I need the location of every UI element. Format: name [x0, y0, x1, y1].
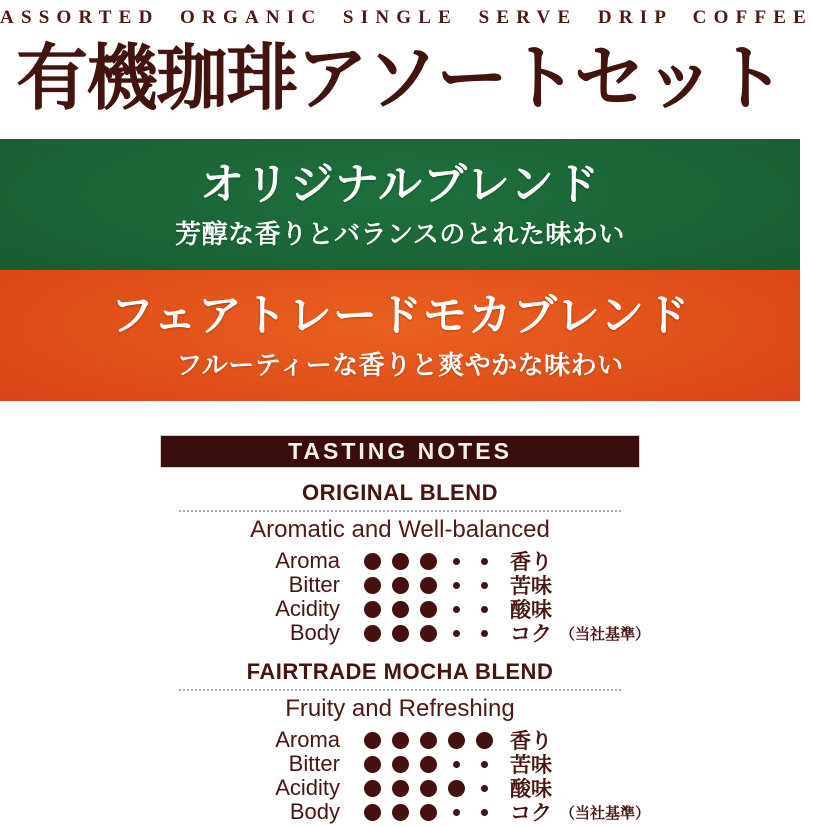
rating-dot-cell — [358, 756, 386, 773]
rating-dot-cell — [386, 780, 414, 797]
rating-dot-filled — [392, 804, 409, 821]
rating-dots — [358, 732, 498, 749]
rating-dot-filled — [392, 577, 409, 594]
rating-dot-filled — [364, 601, 381, 618]
rating-dot-cell — [470, 785, 498, 792]
dotted-divider — [179, 510, 621, 512]
rating-dot-cell — [358, 553, 386, 570]
rating-dot-cell — [442, 558, 470, 565]
rating-standard-note: （当社基準） — [560, 625, 651, 643]
rating-dots — [358, 756, 498, 773]
attribute-label-en: Bitter — [288, 572, 340, 597]
rating-dot-filled — [448, 780, 465, 797]
original-blend-banner-title: オリジナルブレンド — [200, 160, 600, 209]
rating-row — [140, 597, 660, 621]
rating-dot-filled — [392, 756, 409, 773]
attribute-label-jp: 香り — [510, 551, 552, 574]
rating-standard-note: （当社基準） — [560, 804, 651, 822]
rating-dot-cell — [414, 601, 442, 618]
rating-dot-cell — [358, 732, 386, 749]
rating-dot-cell — [358, 601, 386, 618]
rating-dot-cell — [442, 732, 470, 749]
blend-section — [0, 659, 800, 824]
rating-dot-cell — [386, 577, 414, 594]
rating-dot-cell — [442, 582, 470, 589]
rating-dot-empty — [481, 606, 488, 613]
attribute-label-en: Acidity — [275, 596, 340, 621]
attribute-label-en: Body — [289, 799, 340, 824]
rating-dot-cell — [358, 804, 386, 821]
rating-dot-empty — [481, 809, 488, 816]
rating-dot-cell — [470, 558, 498, 565]
rating-dot-empty — [453, 606, 460, 613]
rating-row — [140, 549, 660, 573]
rating-dot-empty — [453, 630, 460, 637]
blend-name: ORIGINAL BLEND — [301, 480, 499, 505]
original-blend-banner — [0, 139, 800, 270]
rating-dot-empty — [453, 809, 460, 816]
attribute-label-jp: コク — [510, 802, 552, 825]
rating-dot-cell — [470, 809, 498, 816]
rating-dot-cell — [414, 804, 442, 821]
rating-dot-filled — [420, 601, 437, 618]
rating-dot-filled — [392, 601, 409, 618]
rating-dot-cell — [414, 756, 442, 773]
rating-dot-empty — [481, 630, 488, 637]
attribute-label-en: Bitter — [288, 751, 340, 776]
blend-section — [0, 480, 800, 645]
rating-dots — [358, 553, 498, 570]
rating-dot-empty — [453, 761, 460, 768]
rating-row — [140, 573, 660, 597]
rating-dot-filled — [364, 756, 381, 773]
attribute-label-en: Acidity — [275, 775, 340, 800]
attribute-label-jp: 苦味 — [510, 575, 552, 598]
fairtrade-mocha-banner-title: フェアトレードモカブレンド — [110, 291, 690, 340]
rating-rows — [140, 728, 660, 824]
fairtrade-mocha-banner — [0, 270, 800, 401]
rating-dot-empty — [481, 582, 488, 589]
blend-description: Fruity and Refreshing — [285, 695, 515, 722]
rating-dot-filled — [392, 553, 409, 570]
rating-dot-cell — [386, 553, 414, 570]
rating-dots — [358, 577, 498, 594]
rating-dot-filled — [364, 577, 381, 594]
rating-dot-filled — [448, 732, 465, 749]
rating-dot-filled — [364, 625, 381, 642]
rating-dot-cell — [386, 601, 414, 618]
attribute-label-en: Aroma — [275, 727, 340, 752]
rating-row — [140, 800, 660, 824]
attribute-label-jp: 酸味 — [510, 599, 552, 622]
rating-dot-cell — [414, 553, 442, 570]
rating-dot-filled — [364, 553, 381, 570]
product-infographic — [0, 7, 813, 825]
rating-dot-cell — [470, 732, 498, 749]
attribute-label-en: Body — [289, 620, 340, 645]
rating-row — [140, 728, 660, 752]
rating-dot-empty — [481, 761, 488, 768]
rating-dot-empty — [453, 582, 460, 589]
rating-dot-empty — [453, 558, 460, 565]
rating-dot-cell — [358, 577, 386, 594]
attribute-label-jp: 香り — [510, 730, 552, 753]
rating-dot-cell — [386, 756, 414, 773]
fairtrade-mocha-banner-subtitle: フルーティーな香りと爽やかな味わい — [176, 351, 624, 380]
rating-dot-filled — [364, 804, 381, 821]
top-tagline: ASSORTED ORGANIC SINGLE SERVE DRIP COFFEE — [0, 7, 813, 28]
rating-dots — [358, 780, 498, 797]
rating-dot-cell — [414, 732, 442, 749]
product-title: 有機珈琲アソートセット — [16, 39, 784, 119]
rating-dot-cell — [442, 780, 470, 797]
rating-dot-cell — [470, 630, 498, 637]
attribute-label-jp: 苦味 — [510, 754, 552, 777]
rating-dot-cell — [386, 625, 414, 642]
rating-dot-empty — [481, 558, 488, 565]
rating-dot-cell — [470, 582, 498, 589]
tasting-sections — [0, 480, 800, 824]
rating-dot-filled — [420, 756, 437, 773]
rating-dot-cell — [470, 761, 498, 768]
rating-dot-cell — [442, 809, 470, 816]
rating-dot-cell — [414, 625, 442, 642]
rating-dot-cell — [414, 780, 442, 797]
rating-row — [140, 621, 660, 645]
rating-dot-filled — [364, 780, 381, 797]
rating-rows — [140, 549, 660, 645]
rating-dots — [358, 601, 498, 618]
rating-dot-cell — [358, 625, 386, 642]
rating-dots — [358, 625, 498, 642]
rating-dot-cell — [442, 606, 470, 613]
rating-dot-empty — [481, 785, 488, 792]
tasting-notes-header: TASTING NOTES — [160, 435, 640, 468]
rating-dot-cell — [414, 577, 442, 594]
rating-dot-filled — [420, 577, 437, 594]
attribute-label-jp: 酸味 — [510, 778, 552, 801]
blend-description: Aromatic and Well-balanced — [250, 516, 550, 543]
rating-dot-cell — [386, 804, 414, 821]
original-blend-banner-subtitle: 芳醇な香りとバランスのとれた味わい — [175, 220, 625, 249]
rating-row — [140, 776, 660, 800]
rating-dot-filled — [392, 732, 409, 749]
rating-dot-filled — [420, 780, 437, 797]
rating-dot-filled — [364, 732, 381, 749]
attribute-label-en: Aroma — [275, 548, 340, 573]
dotted-divider — [179, 689, 621, 691]
rating-dot-filled — [420, 553, 437, 570]
rating-dot-filled — [420, 625, 437, 642]
rating-dot-cell — [358, 780, 386, 797]
rating-dot-filled — [476, 732, 493, 749]
rating-dot-filled — [420, 732, 437, 749]
rating-dot-filled — [420, 804, 437, 821]
rating-dot-cell — [386, 732, 414, 749]
blend-name: FAIRTRADE MOCHA BLEND — [246, 659, 554, 684]
rating-dot-filled — [392, 625, 409, 642]
rating-row — [140, 752, 660, 776]
rating-dot-cell — [442, 761, 470, 768]
rating-dots — [358, 804, 498, 821]
rating-dot-cell — [470, 606, 498, 613]
attribute-label-jp: コク — [510, 623, 552, 646]
rating-dot-cell — [442, 630, 470, 637]
rating-dot-filled — [392, 780, 409, 797]
